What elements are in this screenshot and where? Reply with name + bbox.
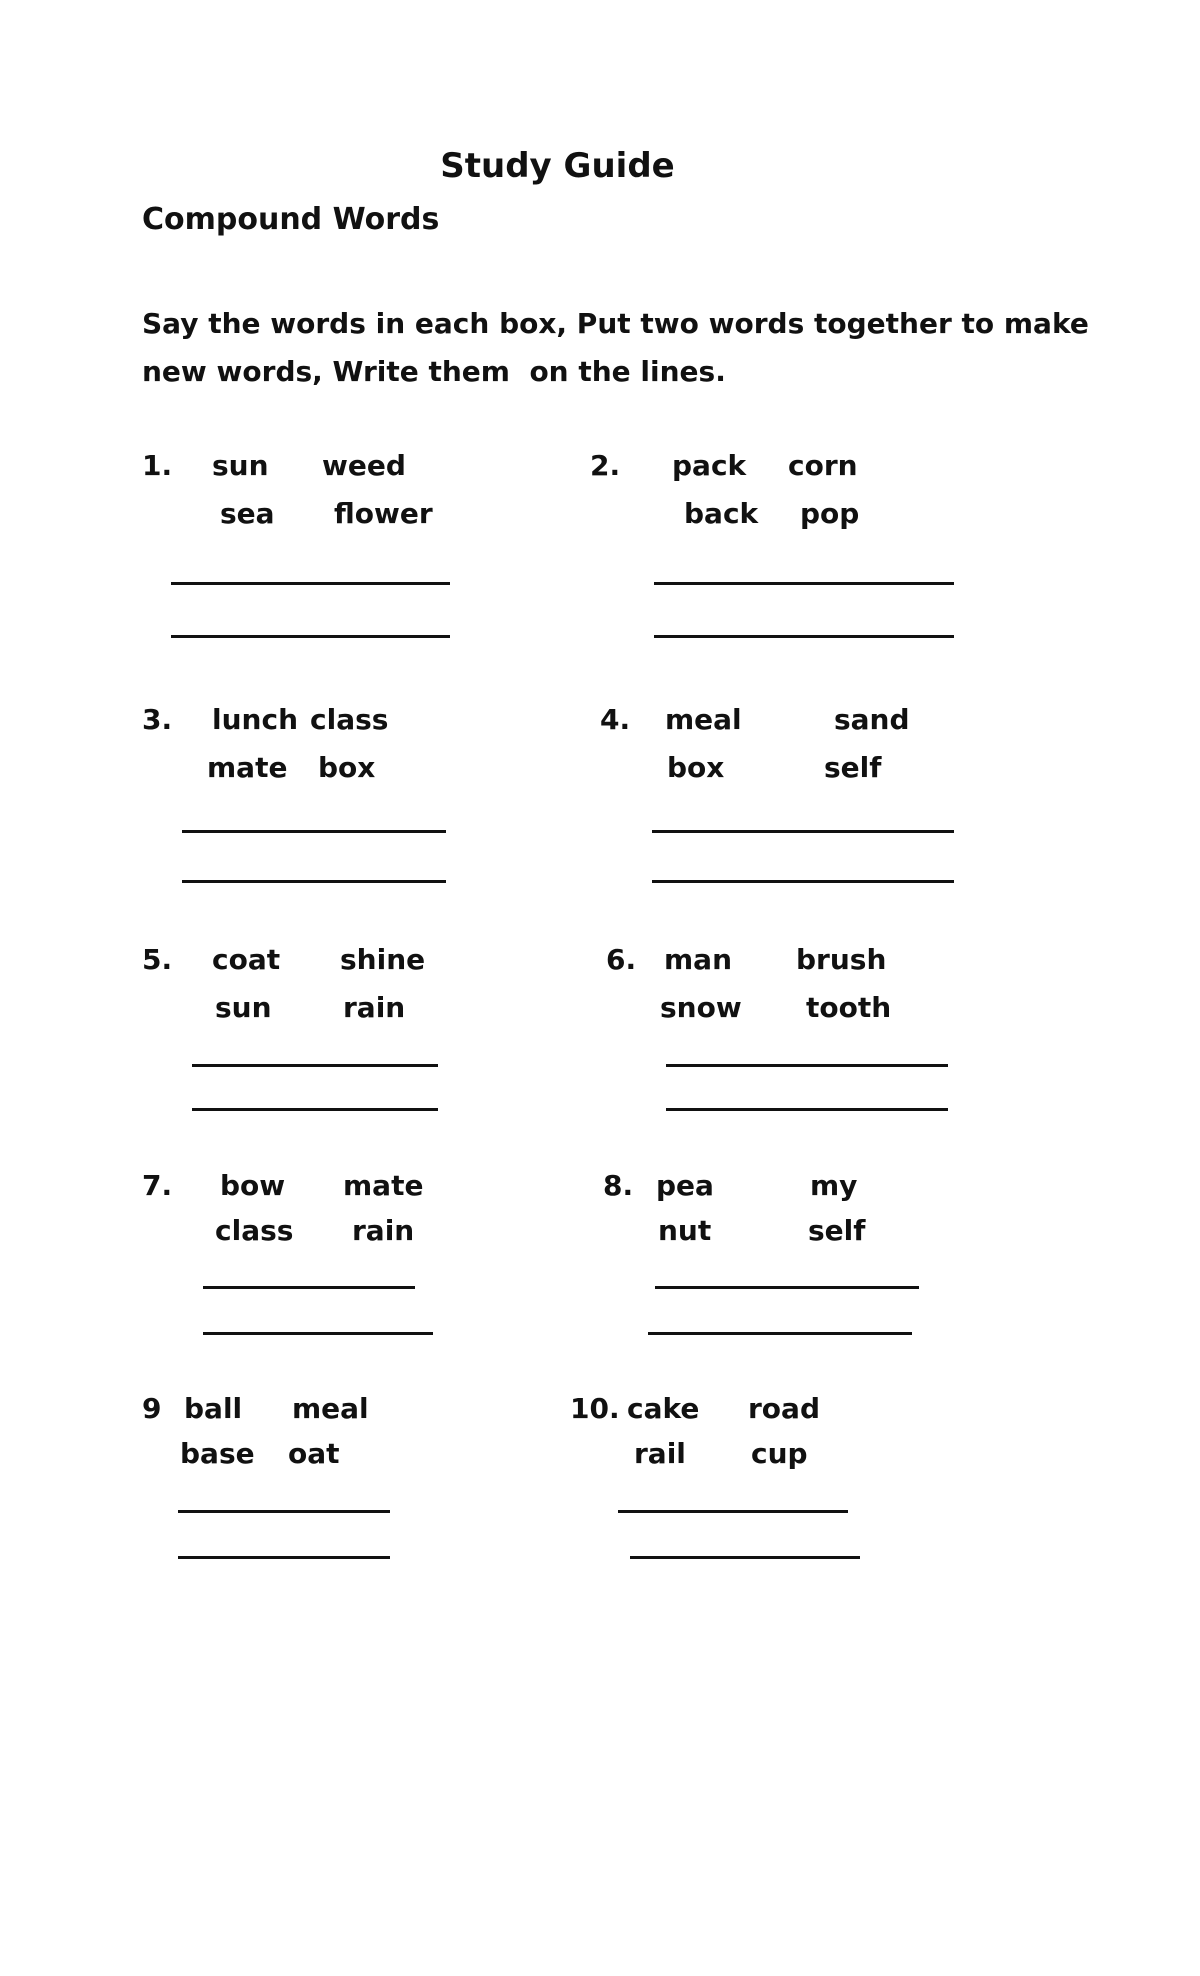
exercise-10-word-4: cup <box>751 1437 808 1470</box>
instructions <box>142 300 1089 396</box>
exercise-9-word-2: meal <box>292 1392 369 1425</box>
exercise-9-word-1: ball <box>184 1392 243 1425</box>
exercise-10-number: 10. <box>570 1392 620 1425</box>
exercise-2-word-2: corn <box>788 449 858 482</box>
exercise-1-word-3: sea <box>220 497 275 530</box>
exercise-2-word-1: pack <box>672 449 747 482</box>
exercise-4-word-4: self <box>824 751 882 784</box>
exercise-9-word-4: oat <box>288 1437 340 1470</box>
exercise-3-word-3: mate <box>207 751 288 784</box>
exercise-5-word-3: sun <box>215 991 272 1024</box>
exercise-10-word-1: cake <box>627 1392 700 1425</box>
answer-line-9a[interactable] <box>178 1510 390 1513</box>
exercise-8-word-4: self <box>808 1214 866 1247</box>
page-title-text: Study Guide <box>440 146 675 186</box>
exercise-4-word-3: box <box>667 751 725 784</box>
exercise-3-word-4: box <box>318 751 376 784</box>
exercise-4-word-1: meal <box>665 703 742 736</box>
exercise-9-number: 9 <box>142 1392 162 1425</box>
exercise-2-word-3: back <box>684 497 759 530</box>
exercise-3-word-1: lunch <box>212 703 298 736</box>
exercise-7-word-3: class <box>215 1214 294 1247</box>
page-title <box>0 146 1200 186</box>
answer-line-2a[interactable] <box>654 582 954 585</box>
exercise-6-word-3: snow <box>660 991 742 1024</box>
exercise-6-word-2: brush <box>796 943 887 976</box>
exercise-1-word-4: flower <box>334 497 433 530</box>
answer-line-8a[interactable] <box>655 1286 919 1289</box>
exercise-4-word-2: sand <box>834 703 910 736</box>
exercise-5-word-1: coat <box>212 943 281 976</box>
exercise-6-number: 6. <box>606 943 637 976</box>
exercise-9-word-3: base <box>180 1437 255 1470</box>
exercise-2-number: 2. <box>590 449 621 482</box>
exercise-7-word-2: mate <box>343 1169 424 1202</box>
answer-line-3a[interactable] <box>182 830 446 833</box>
answer-line-4a[interactable] <box>652 830 954 833</box>
answer-line-10b[interactable] <box>630 1556 860 1559</box>
exercise-7-word-1: bow <box>220 1169 286 1202</box>
answer-line-4b[interactable] <box>652 880 954 883</box>
page-subtitle: Compound Words <box>142 202 440 237</box>
answer-line-6b[interactable] <box>666 1108 948 1111</box>
exercise-8-number: 8. <box>603 1169 634 1202</box>
exercise-5-word-4: rain <box>343 991 406 1024</box>
instructions-line-1: Say the words in each box, Put two words together to make <box>142 307 1089 340</box>
answer-line-3b[interactable] <box>182 880 446 883</box>
exercise-10-word-3: rail <box>634 1437 686 1470</box>
answer-line-8b[interactable] <box>648 1332 912 1335</box>
exercise-7-number: 7. <box>142 1169 173 1202</box>
answer-line-2b[interactable] <box>654 635 954 638</box>
exercise-8-word-3: nut <box>658 1214 712 1247</box>
exercise-4-number: 4. <box>600 703 631 736</box>
exercise-2-word-4: pop <box>800 497 860 530</box>
answer-line-5a[interactable] <box>192 1064 438 1067</box>
exercise-6-word-4: tooth <box>806 991 892 1024</box>
exercise-8-word-2: my <box>810 1169 858 1202</box>
exercise-8-word-1: pea <box>656 1169 714 1202</box>
exercise-1-word-2: weed <box>322 449 406 482</box>
exercise-5-word-2: shine <box>340 943 426 976</box>
exercise-10-word-2: road <box>748 1392 820 1425</box>
exercise-6-word-1: man <box>664 943 733 976</box>
exercise-1-word-1: sun <box>212 449 269 482</box>
answer-line-6a[interactable] <box>666 1064 948 1067</box>
answer-line-7b[interactable] <box>203 1332 433 1335</box>
exercise-3-number: 3. <box>142 703 173 736</box>
exercise-7-word-4: rain <box>352 1214 415 1247</box>
exercise-3-word-2: class <box>310 703 389 736</box>
answer-line-5b[interactable] <box>192 1108 438 1111</box>
answer-line-1b[interactable] <box>171 635 450 638</box>
exercise-1-number: 1. <box>142 449 173 482</box>
answer-line-9b[interactable] <box>178 1556 390 1559</box>
answer-line-1a[interactable] <box>171 582 450 585</box>
instructions-line-2: new words, Write them on the lines. <box>142 355 726 388</box>
answer-line-7a[interactable] <box>203 1286 415 1289</box>
exercise-5-number: 5. <box>142 943 173 976</box>
answer-line-10a[interactable] <box>618 1510 848 1513</box>
